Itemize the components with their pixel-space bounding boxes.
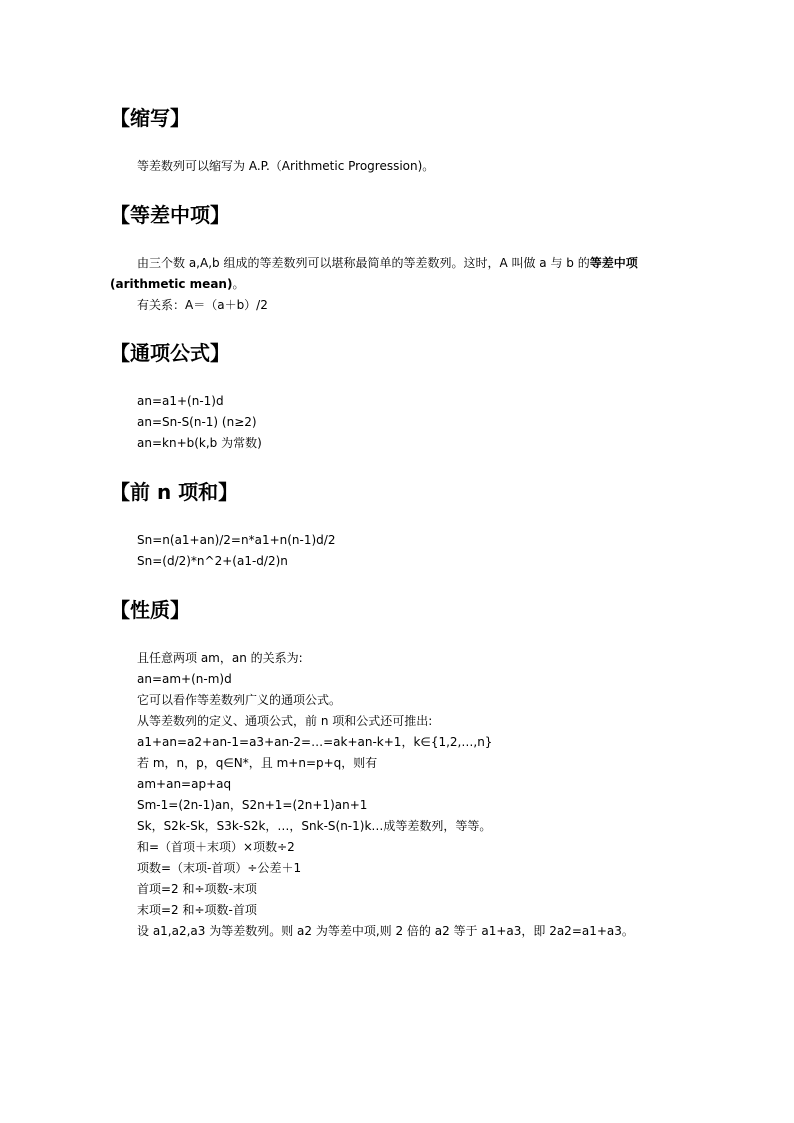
property-line: an=am+(n-m)d	[137, 672, 232, 686]
arithmetic-mean-text: 由三个数 a,A,b 组成的等差数列可以堪称最简单的等差数列。这时，A 叫做 a 与 b 的	[137, 256, 590, 270]
heading-abbreviation: 【缩写】	[110, 106, 190, 130]
general-term-line: an=Sn-S(n-1) (n≥2)	[137, 415, 257, 429]
heading-arithmetic-mean: 【等差中项】	[110, 203, 230, 227]
heading-partial-sum: 【前 n 项和】	[110, 480, 239, 504]
property-line: 设 a1,a2,a3 为等差数列。则 a2 为等差中项,则 2 倍的 a2 等于 a1+a3，即 2a2=a1+a3。	[137, 924, 634, 938]
arithmetic-mean-relation: 有关系：A＝（a＋b）/2	[137, 298, 268, 312]
property-line: 和=（首项＋末项）×项数÷2	[137, 840, 295, 854]
property-line: 若 m，n，p，q∈N*，且 m+n=p+q，则有	[137, 756, 378, 770]
property-line: Sk，S2k-Sk，S3k-S2k，…，Snk-S(n-1)k…成等差数列，等等。	[137, 819, 492, 833]
arithmetic-mean-term: 等差中项(arithmetic mean)	[110, 256, 638, 291]
general-term-line: an=a1+(n-1)d	[137, 394, 224, 408]
abbreviation-text: 等差数列可以缩写为 A.P.（Arithmetic Progression)。	[137, 159, 435, 173]
property-line: am+an=ap+aq	[137, 777, 232, 791]
partial-sum-line: Sn=(d/2)*n^2+(a1-d/2)n	[137, 554, 288, 568]
property-line: Sm-1=(2n-1)an，S2n+1=(2n+1)an+1	[137, 798, 368, 812]
heading-general-term: 【通项公式】	[110, 341, 230, 365]
property-line: 且任意两项 am，an 的关系为:	[137, 651, 303, 665]
property-line: 末项=2 和÷项数-首项	[137, 903, 257, 917]
general-term-line: an=kn+b(k,b 为常数)	[137, 436, 262, 450]
property-line: 首项=2 和÷项数-末项	[137, 882, 257, 896]
partial-sum-line: Sn=n(a1+an)/2=n*a1+n(n-1)d/2	[137, 533, 336, 547]
property-line: a1+an=a2+an-1=a3+an-2=…=ak+an-k+1，k∈{1,2,…,n}	[137, 735, 493, 749]
arithmetic-mean-paragraph	[110, 253, 684, 295]
property-line: 它可以看作等差数列广义的通项公式。	[137, 693, 342, 707]
heading-properties: 【性质】	[110, 598, 190, 622]
property-line: 项数=（末项-首项）÷公差＋1	[137, 861, 302, 875]
property-line: 从等差数列的定义、通项公式，前 n 项和公式还可推出:	[137, 714, 433, 728]
arithmetic-mean-end: 。	[232, 277, 245, 291]
